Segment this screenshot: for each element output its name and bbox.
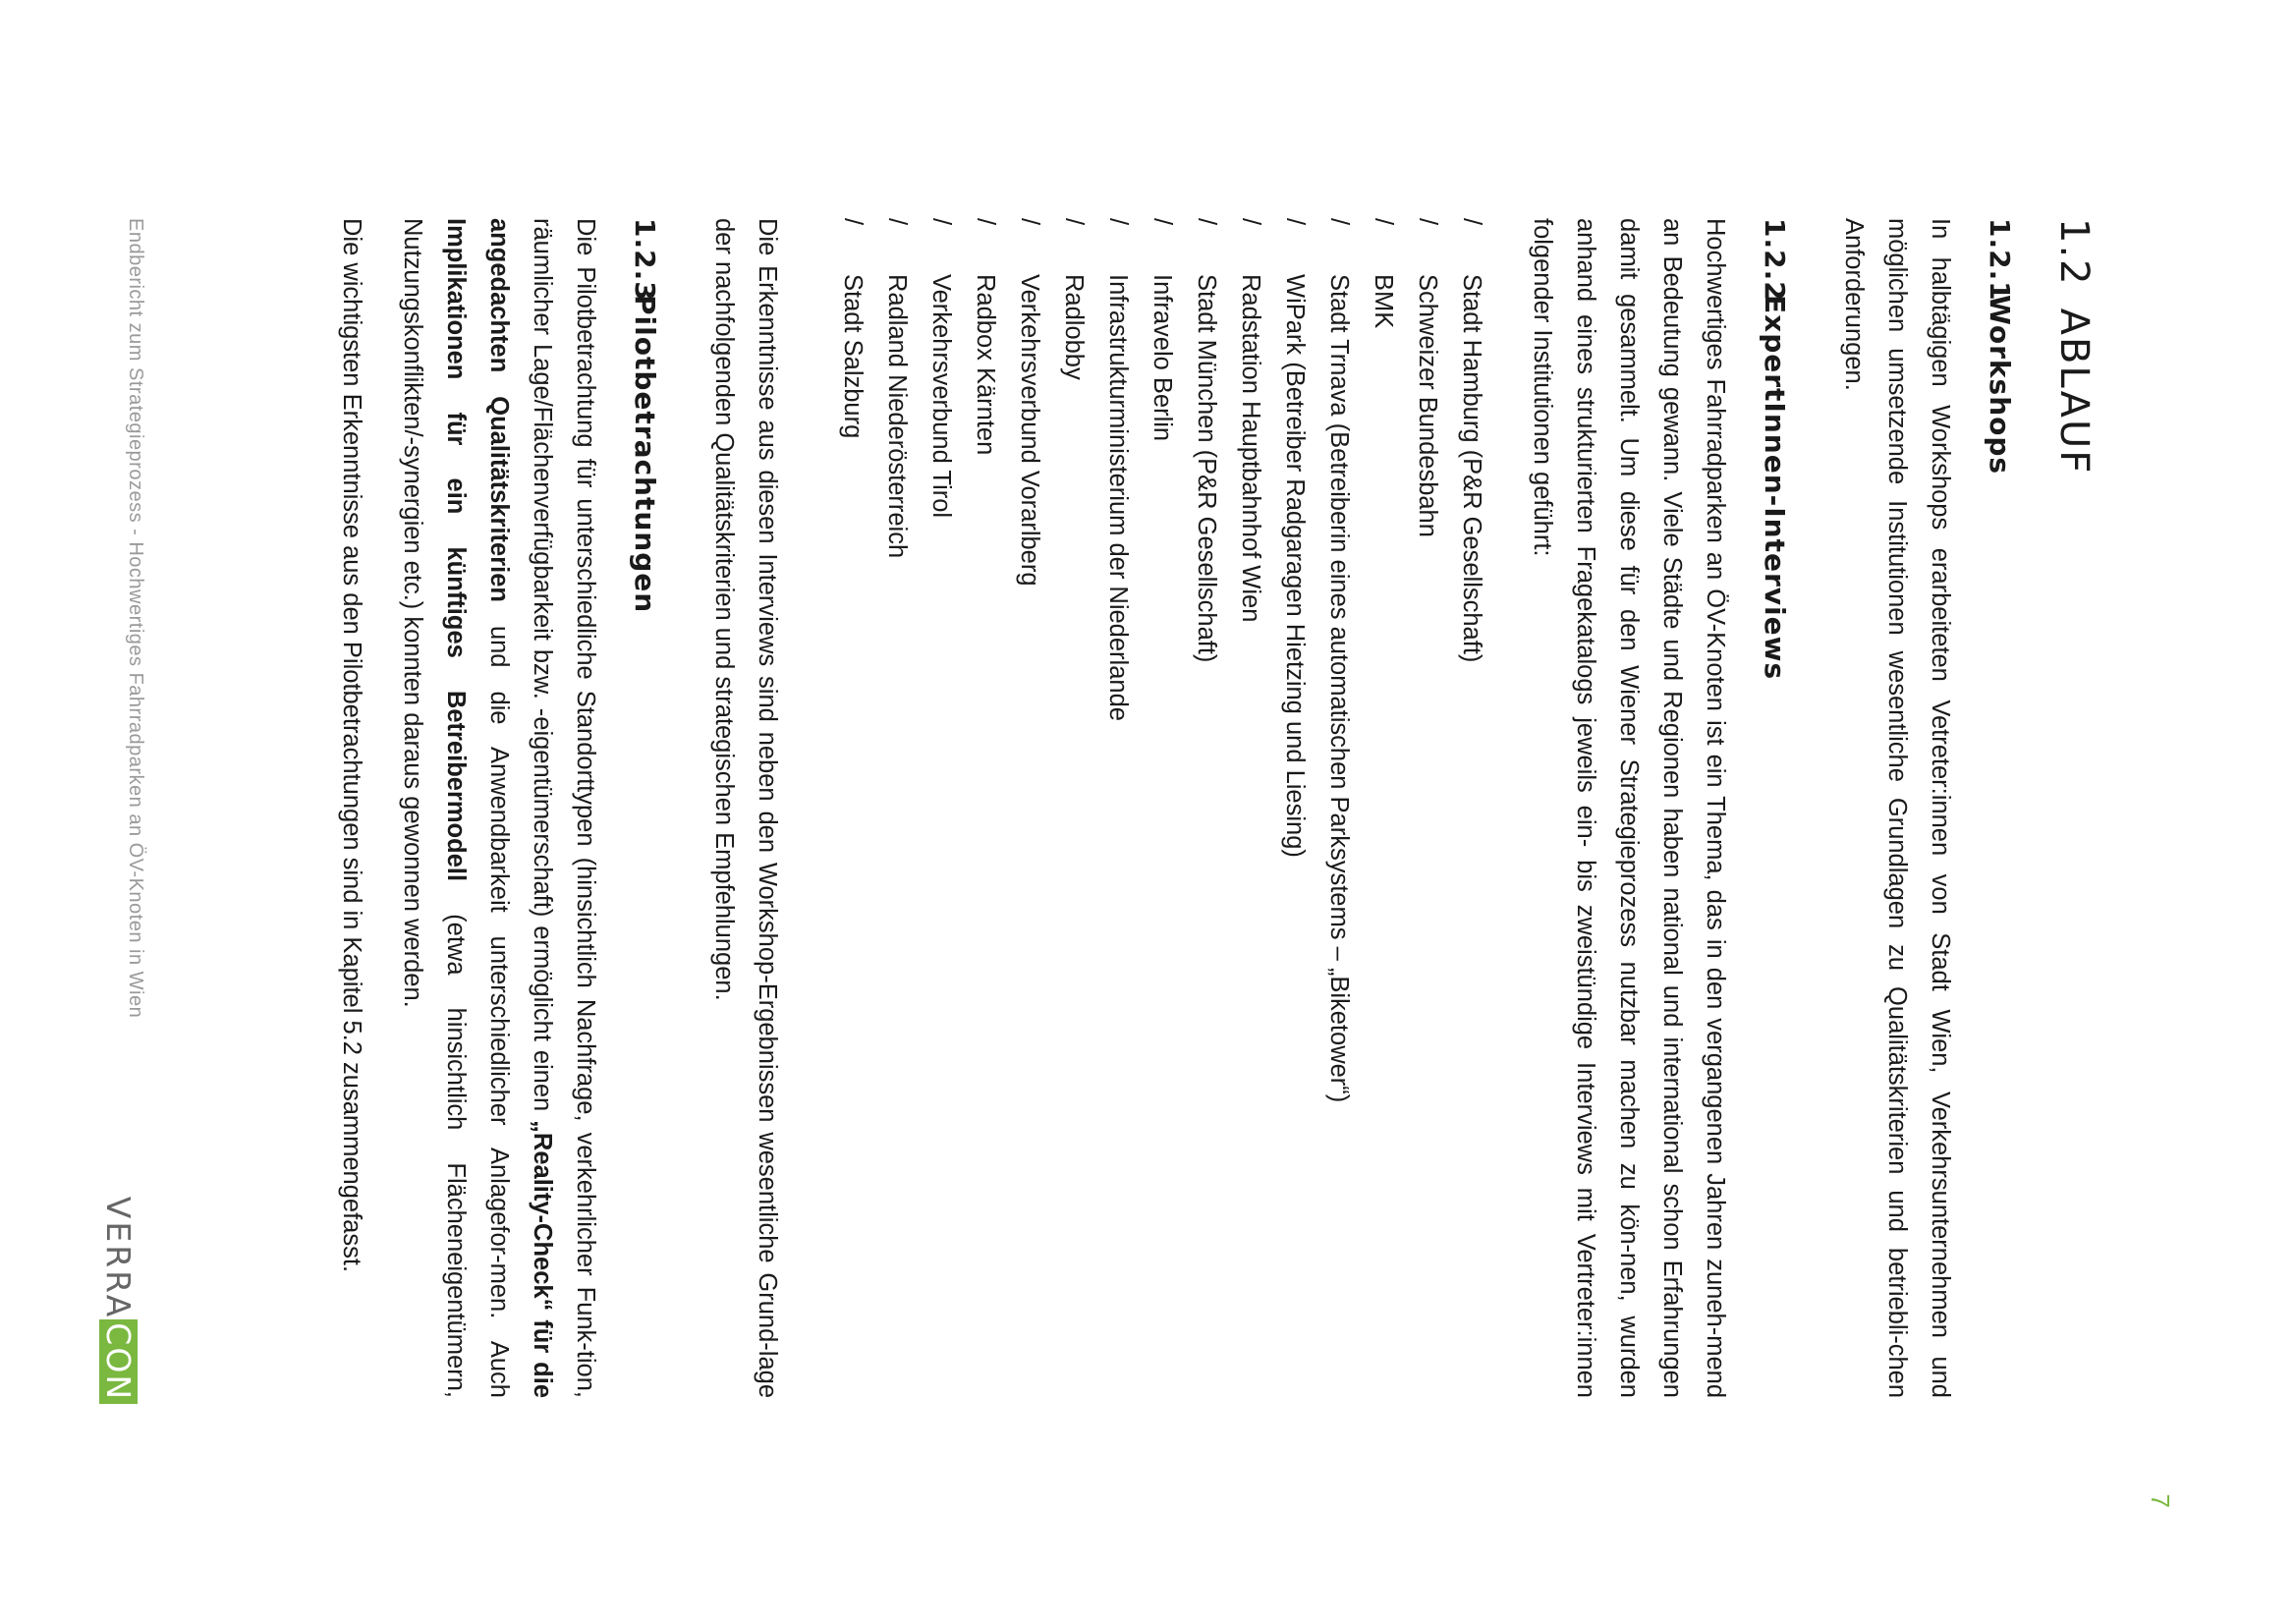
list-item: / Verkehrsverbund Vorarlberg — [1007, 218, 1051, 1398]
list-item: / Radland Niederösterreich — [874, 218, 919, 1398]
list-item: / Infrastrukturministerium der Niederlande — [1095, 218, 1140, 1398]
workshops-number: 1.2.1 — [1984, 218, 2016, 302]
logo-part-verra: VERRA — [99, 1196, 139, 1320]
workshops-title: Workshops — [1984, 295, 2016, 476]
logo-part-con: CON — [100, 1319, 139, 1404]
pilot-title: Pilotbetrachtungen — [629, 295, 661, 614]
pilot-paragraph: Die Pilotbetrachtung für unterschiedliche Standorttypen (hinsichtlich Nachfrage, verkehrlicher Funk-tion, räumlicher Lage/Flächenverfügbarkeit bzw. -eigentümerschaft) ermöglicht einen „Reality-Check“ für die angedachten Qualitätskriterien und die Anwendbarkeit unterschiedlicher Anlagefor-men. Auch Implikationen für ein künftiges Betreibermodell (etwa hinsichtlich Flächeneigentümern, Nutzungskonflikten/-synergien etc.) konnten daraus gewonnen werden. — [399, 218, 599, 1399]
page-number: 7 — [2146, 1493, 2175, 1508]
workshops-heading — [1984, 218, 2016, 1398]
bullet-slash: / — [1104, 218, 1132, 226]
betreibermodell-emphasis: Implikationen für ein künftiges Betreibermodell — [442, 218, 470, 882]
pilot-heading — [629, 218, 661, 1398]
bullet-slash: / — [1370, 218, 1397, 226]
section-title: ABLAUF — [2051, 308, 2097, 476]
bullet-slash: / — [1193, 218, 1220, 226]
list-item: / Verkehrsverbund Tirol — [919, 218, 963, 1398]
list-item: / Stadt Salzburg — [830, 218, 874, 1398]
verracon-logo — [99, 1196, 139, 1404]
institution-list — [830, 218, 1493, 1398]
bullet-slash: / — [1458, 218, 1485, 226]
bullet-slash: / — [883, 218, 911, 226]
section-heading — [2051, 218, 2097, 1398]
pilot-number: 1.2.3 — [629, 218, 661, 302]
bullet-slash: / — [839, 218, 867, 226]
list-item: / Stadt Hamburg (P&R Gesellschaft) — [1449, 218, 1493, 1398]
list-item: / WiPark (Betreiber Radgaragen Hietzing und Liesing) — [1272, 218, 1316, 1398]
bullet-slash: / — [1237, 218, 1264, 226]
bullet-slash: / — [927, 218, 955, 226]
list-item: / Radbox Kärnten — [963, 218, 1007, 1398]
bullet-slash: / — [1060, 218, 1088, 226]
interviews-closing-paragraph: Die Erkenntnisse aus diesen Interviews sind neben den Workshop-Ergebnissen wesentliche Grund-lage der nachfolgenden Qualitätskriterien und strategischen Empfehlungen. — [710, 218, 781, 1398]
interviews-heading — [1759, 218, 1791, 1398]
interviews-paragraph: Hochwertiges Fahrradparken an ÖV-Knoten ist ein Thema, das in den vergangenen Jahren zuneh-mend an Bedeutung gewann. Viele Städte und Regionen haben national und international schon Erfahrungen damit gesammelt. Um diese für den Wiener Strategieprozess nutzbar machen zu kön-nen, wurden anhand eines strukturierten Fragekatalogs jeweils ein- bis zweistündige Interviews mit Vertreter:innen folgender Institutionen geführt: — [1529, 218, 1729, 1398]
list-item: / Radlobby — [1051, 218, 1095, 1398]
section-number: 1.2 — [2051, 218, 2097, 287]
list-item: / Stadt Trnava (Betreiberin eines automatischen Parksystems – „Biketower“) — [1316, 218, 1361, 1398]
list-item: / BMK — [1361, 218, 1405, 1398]
interviews-title: ExpertInnen-Interviews — [1759, 295, 1791, 681]
workshops-paragraph: In halbtägigen Workshops erarbeiteten Vetreter:innen von Stadt Wien, Verkehrsunternehmen und möglichen umsetzende Institutionen wesentliche Grundlagen zu Qualitätskriterien und betriebli-chen Anforderungen. — [1840, 218, 1954, 1398]
bullet-slash: / — [1325, 218, 1353, 226]
bullet-slash: / — [972, 218, 999, 226]
footer-text: Endbericht zum Strategieprozess - Hochwertiges Fahrradparken an ÖV-Knoten in Wien — [125, 218, 146, 1019]
list-item: / Schweizer Bundesbahn — [1405, 218, 1449, 1398]
bullet-slash: / — [1016, 218, 1043, 226]
list-item: / Stadt München (P&R Gesellschaft) — [1184, 218, 1228, 1398]
bullet-slash: / — [1148, 218, 1176, 226]
pilot-summary-paragraph: Die wichtigsten Erkenntnisse aus den Pilotbetrachtungen sind in Kapitel 5.2 zusammengefasst. — [338, 218, 365, 1273]
list-item: / Infravelo Berlin — [1140, 218, 1184, 1398]
interviews-number: 1.2.2 — [1759, 218, 1791, 302]
list-item: / Radstation Hauptbahnhof Wien — [1228, 218, 1272, 1398]
bullet-slash: / — [1414, 218, 1441, 226]
bullet-slash: / — [1281, 218, 1309, 226]
reality-check-emphasis: „Reality-Check“ für die angedachten Qualitätskriterien — [485, 218, 556, 1399]
